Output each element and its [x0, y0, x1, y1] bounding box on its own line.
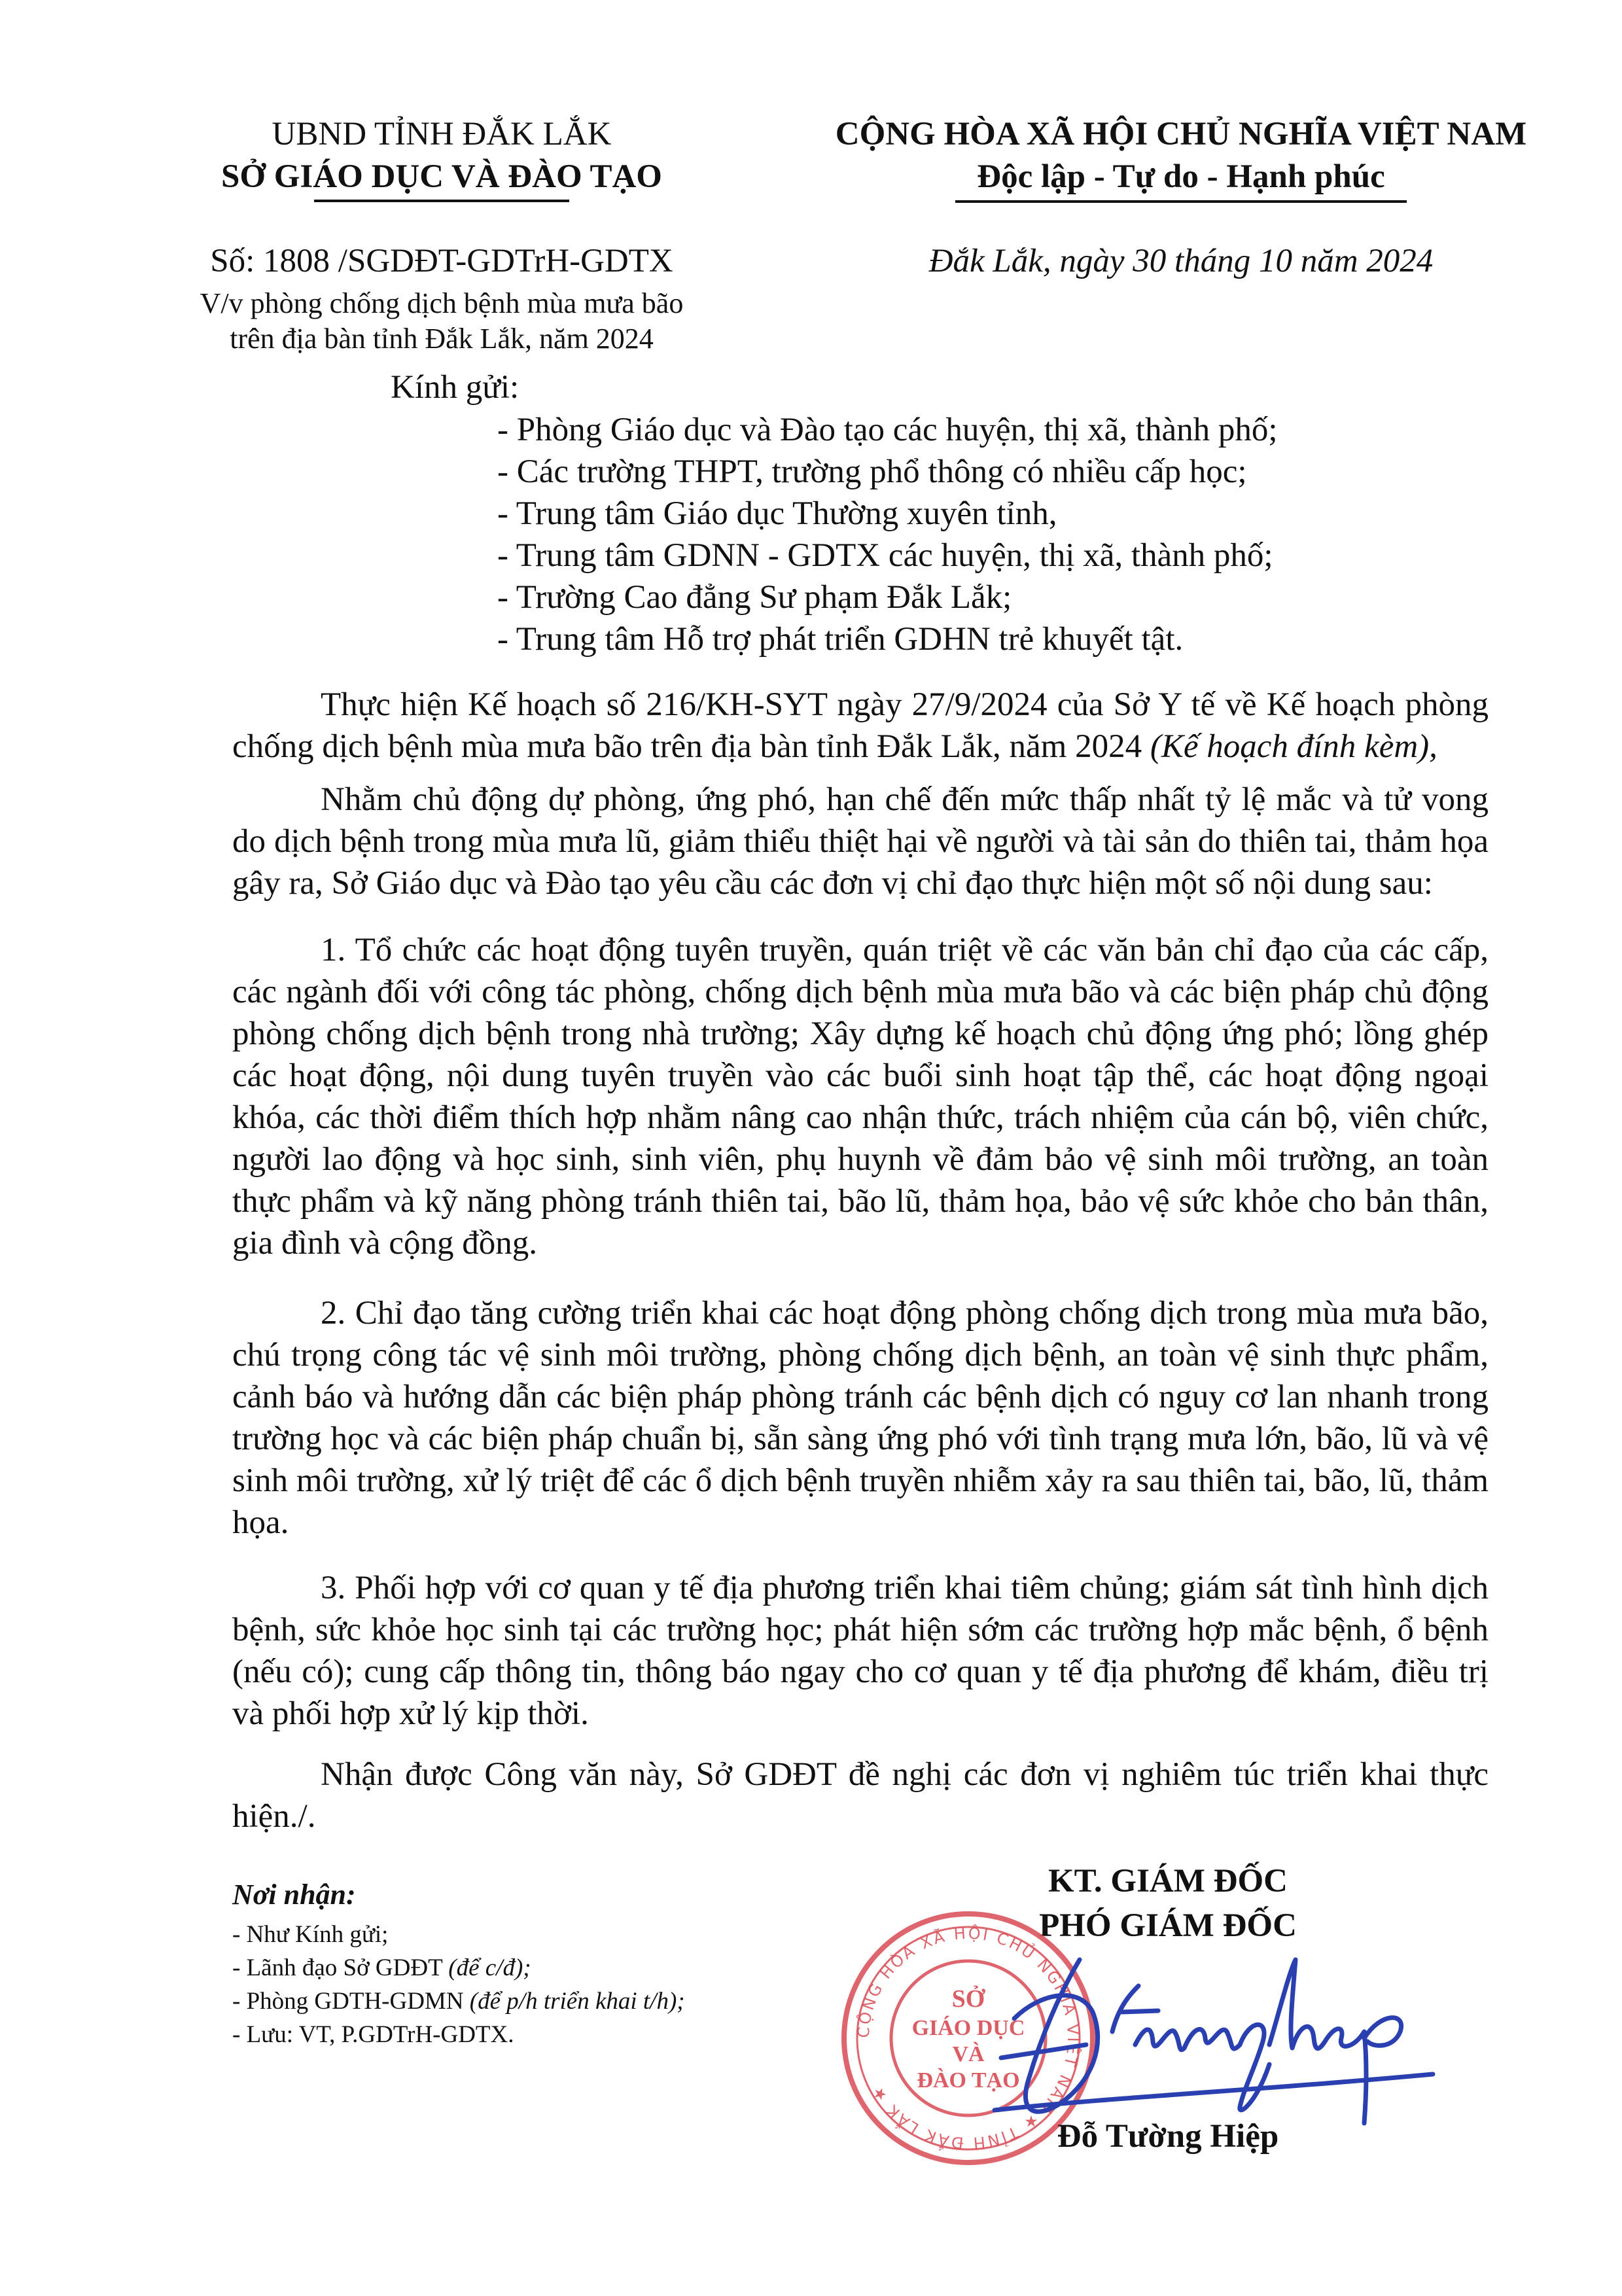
department-name: SỞ GIÁO DỤC VÀ ĐÀO TẠO — [221, 158, 662, 195]
recipients-label: Kính gửi: — [391, 369, 520, 406]
document-subject — [115, 286, 769, 357]
paragraph-item-1: 1. Tổ chức các hoạt động tuyên truyền, quán triệt về các văn bản chỉ đạo của các cấp, các ngành đối với công tác phòng, chống dịch bệnh mùa mưa bão và các biện pháp chủ động phòng chống dịch bệnh trong nhà trường; Xây dựng kế hoạch chủ động ứng phó; lồng ghép các hoạt động, nội dung tuyên truyền vào các buổi sinh hoạt tập thể, các hoạt động ngoại khóa, các thời điểm thích hợp nhằm nâng cao nhận thức, trách nhiệm của cán bộ, viên chức, người lao động và học sinh, sinh viên, phụ huynh về đảm bảo vệ sinh môi trường, an toàn thực phẩm và kỹ năng phòng tránh thiên tai, bão lũ, thảm họa, bảo vệ sức khỏe cho bản thân, gia đình và cộng đồng. — [232, 932, 1489, 1262]
paragraph-item-3: 3. Phối hợp với cơ quan y tế địa phương triển khai tiêm chủng; giám sát tình hình dịch bệnh, sức khỏe học sinh tại các trường học; phát hiện sớm các trường hợp mắc bệnh, ổ bệnh (nếu có); cung cấp thông tin, thông báo ngay cho cơ quan y tế địa phương để khám, điều trị và phối hợp xử lý kịp thời. — [232, 1570, 1489, 1732]
paragraph-purpose: Nhằm chủ động dự phòng, ứng phó, hạn chế đến mức thấp nhất tỷ lệ mắc và tử vong do dịch bệnh trong mùa mưa lũ, giảm thiểu thiệt hại về người và tài sản do thiên tai, thảm họa gây ra, Sở Giáo dục và Đào tạo yêu cầu các đơn vị chỉ đạo thực hiện một số nội dung sau: — [232, 781, 1489, 902]
recipient-item: - Các trường THPT, trường phổ thông có nhiều cấp học; — [497, 453, 1247, 490]
distribution-item: - Lãnh đạo Sở GDĐT (để c/đ); — [232, 1954, 531, 1981]
recipient-item: - Phòng Giáo dục và Đào tạo các huyện, thị xã, thành phố; — [497, 412, 1278, 448]
department-underline — [314, 200, 569, 202]
place-and-date: Đắk Lắk, ngày 30 tháng 10 năm 2024 — [928, 243, 1434, 279]
distribution-item: - Lưu: VT, P.GDTrH-GDTX. — [232, 2021, 514, 2048]
recipient-item: - Trung tâm Hỗ trợ phát triển GDHN trẻ khuyết tật. — [497, 621, 1184, 658]
attachment-note: (Kế hoạch đính kèm), — [1150, 728, 1437, 765]
handwritten-signature — [981, 1934, 1439, 2143]
svg-text:CỘNG HÒA XÃ HỘI CHỦ NGHĨA VIỆT: CỘNG HÒA XÃ HỘI CHỦ NGHĨA VIỆT NAM ★ TỈNH ĐẮK LẮK ★ — [854, 1924, 1083, 2153]
subject-line-2: trên địa bàn tỉnh Đắk Lắk, năm 2024 — [230, 323, 654, 355]
recipients-list-block — [232, 1878, 685, 2051]
recipient-item: - Trung tâm Giáo dục Thường xuyên tỉnh, — [497, 495, 1057, 532]
recipient-item: - Trung tâm GDNN - GDTX các huyện, thị xã, thành phố; — [497, 537, 1273, 574]
svg-text:SỞ: SỞ — [951, 1985, 985, 2013]
recipients-list-title: Nơi nhận: — [232, 1879, 356, 1911]
document-number: Số: 1808 /SGDĐT-GDTrH-GDTX — [210, 243, 673, 279]
recipient-item: - Trường Cao đẳng Sư phạm Đắk Lắk; — [497, 579, 1012, 616]
subject-line-1: V/v phòng chống dịch bệnh mùa mưa bão — [200, 287, 684, 319]
paragraph-item-2: 2. Chỉ đạo tăng cường triển khai các hoạt động phòng chống dịch trong mùa mưa bão, chú trọng công tác vệ sinh môi trường, phòng chống dịch bệnh, an toàn vệ sinh thực phẩm, cảnh báo và hướng dẫn các biện pháp phòng tránh các bệnh dịch có nguy cơ lan nhanh trong trường học và các biện pháp chuẩn bị, sẵn sàng ứng phó với tình trạng mưa lớn, bão, lũ và vệ sinh môi trường, xử lý triệt để các ổ dịch bệnh truyền nhiễm xảy ra sau thiên tai, bão, lũ, thảm họa. — [232, 1295, 1489, 1541]
paragraph-text: Thực hiện Kế hoạch số 216/KH-SYT ngày 27/9/2024 của Sở Y tế về Kế hoạch phòng chống dịch bệnh mùa mưa bão trên địa bàn tỉnh Đắk Lắk, năm 2024 — [232, 686, 1489, 765]
distribution-item: - Phòng GDTH-GDMN (để p/h triển khai t/h); — [232, 1988, 685, 2015]
svg-text:ĐÀO TẠO: ĐÀO TẠO — [917, 2068, 1020, 2093]
distribution-item: - Như Kính gửi; — [232, 1921, 389, 1948]
motto-underline — [955, 200, 1407, 203]
signer-title-2: PHÓ GIÁM ĐỐC — [1039, 1907, 1297, 1944]
country-name: CỘNG HÒA XÃ HỘI CHỦ NGHĨA VIỆT NAM — [835, 116, 1527, 152]
signer-name: Đỗ Tường Hiệp — [1057, 2118, 1279, 2155]
svg-text:GIÁO DỤC: GIÁO DỤC — [911, 2016, 1025, 2040]
paragraph-closing: Nhận được Công văn này, Sở GDĐT đề nghị các đơn vị nghiêm túc triển khai thực hiện./. — [232, 1756, 1489, 1835]
svg-text:VÀ: VÀ — [952, 2042, 985, 2066]
paragraph-implementation — [232, 684, 1489, 768]
issuing-agency: UBND TỈNH ĐẮK LẮK — [272, 116, 612, 152]
national-motto: Độc lập - Tự do - Hạnh phúc — [977, 158, 1385, 195]
signer-title-1: KT. GIÁM ĐỐC — [1048, 1863, 1288, 1899]
